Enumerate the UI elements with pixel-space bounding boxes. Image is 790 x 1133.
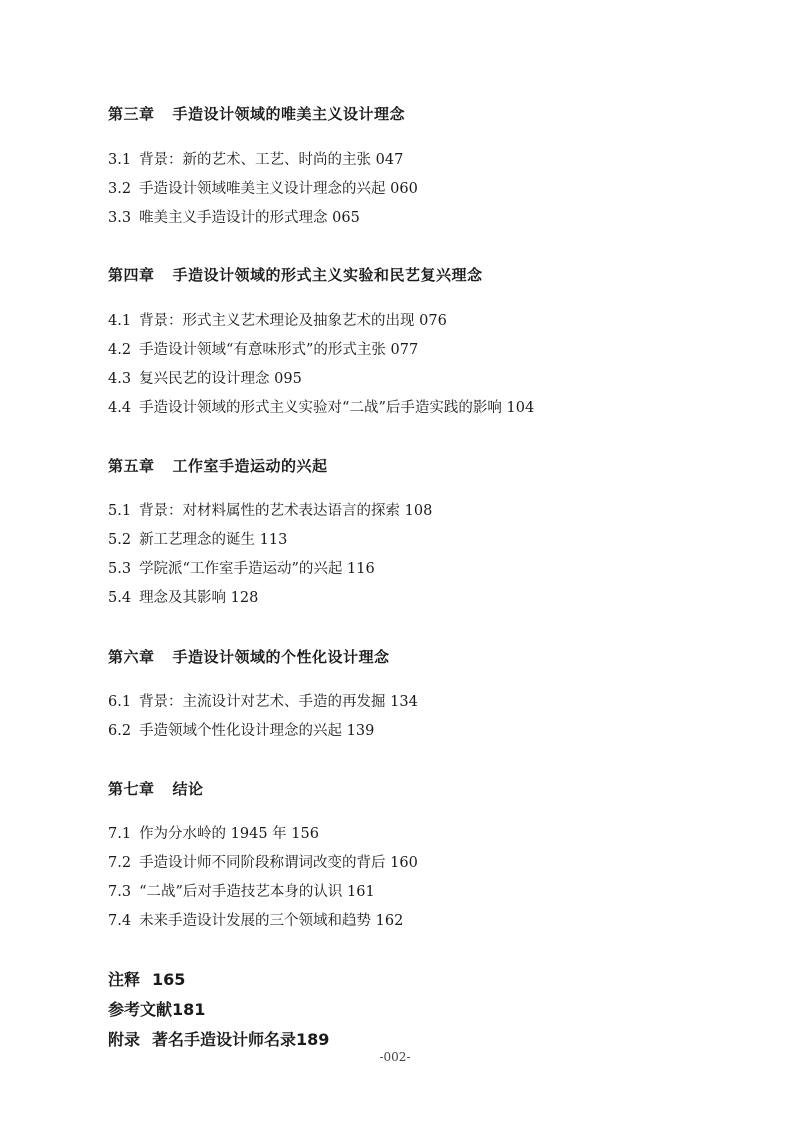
section-number: 5.4: [108, 590, 132, 606]
back-matter-label: 参考文献: [108, 1000, 173, 1019]
section-number: 4.2: [108, 342, 132, 358]
section-number: 6.2: [108, 723, 132, 739]
chapter-title: 结论: [172, 780, 204, 798]
toc-entry-6-2: [108, 719, 374, 740]
back-matter-label: 注释: [108, 970, 141, 989]
back-matter-title: 著名手造设计师名录: [152, 1030, 297, 1049]
section-title: 复兴民艺的设计理念 095: [139, 371, 302, 387]
toc-entry-5-4: [108, 586, 258, 607]
toc-entry-4-3: [108, 367, 302, 388]
page-number: -002-: [379, 1050, 411, 1064]
chapter-number: 第四章: [108, 266, 155, 284]
back-matter-page: 181: [172, 1000, 206, 1019]
chapter-4-heading: [108, 264, 483, 285]
section-number: 4.3: [108, 371, 132, 387]
toc-entry-5-2: [108, 528, 287, 549]
chapter-6-heading: [108, 646, 390, 667]
section-title: 未来手造设计发展的三个领域和趋势 162: [139, 913, 404, 929]
section-title: 手造领域个性化设计理念的兴起 139: [139, 723, 375, 739]
section-title: 手造设计领域的形式主义实验对“二战”后手造实践的影响 104: [139, 400, 535, 416]
toc-entry-3-1: [108, 148, 403, 169]
back-matter-references: [108, 997, 205, 1020]
back-matter-appendix: [108, 1027, 329, 1050]
toc-entry-5-1: [108, 499, 432, 520]
toc-entry-7-4: [108, 909, 403, 930]
section-title: 学院派“工作室手造运动”的兴起 116: [139, 561, 375, 577]
toc-entry-7-3: [108, 880, 375, 901]
toc-entry-5-3: [108, 557, 375, 578]
chapter-3-heading: [108, 103, 405, 124]
section-title: 背景：主流设计对艺术、手造的再发掘 134: [139, 694, 418, 710]
section-number: 4.4: [108, 400, 132, 416]
section-number: 3.2: [108, 181, 132, 197]
section-title: 理念及其影响 128: [139, 590, 259, 606]
chapter-number: 第三章: [108, 105, 155, 123]
toc-entry-7-2: [108, 851, 418, 872]
section-number: 7.2: [108, 855, 132, 871]
toc-entry-3-3: [108, 206, 360, 227]
chapter-number: 第五章: [108, 457, 155, 475]
section-number: 4.1: [108, 313, 132, 329]
section-number: 7.3: [108, 884, 132, 900]
section-title: “二战”后对手造技艺本身的认识 161: [139, 884, 375, 900]
back-matter-notes: [108, 967, 185, 990]
section-number: 5.2: [108, 532, 132, 548]
section-title: 手造设计领域“有意味形式”的形式主张 077: [139, 342, 419, 358]
chapter-title: 手造设计领域的个性化设计理念: [172, 648, 390, 666]
toc-entry-4-4: [108, 396, 534, 417]
section-title: 背景：对材料属性的艺术表达语言的探索 108: [139, 503, 433, 519]
toc-entry-4-2: [108, 338, 418, 359]
chapter-number: 第六章: [108, 648, 155, 666]
section-number: 3.1: [108, 152, 132, 168]
section-number: 5.1: [108, 503, 132, 519]
section-title: 背景：新的艺术、工艺、时尚的主张 047: [139, 152, 404, 168]
section-title: 新工艺理念的诞生 113: [139, 532, 288, 548]
chapter-title: 工作室手造运动的兴起: [172, 457, 328, 475]
section-number: 3.3: [108, 210, 132, 226]
back-matter-page: 165: [152, 970, 186, 989]
toc-entry-4-1: [108, 309, 447, 330]
chapter-title: 手造设计领域的唯美主义设计理念: [172, 105, 406, 123]
back-matter-label: 附录: [108, 1030, 141, 1049]
chapter-7-heading: [108, 778, 204, 799]
section-number: 6.1: [108, 694, 132, 710]
toc-entry-6-1: [108, 690, 418, 711]
toc-entry-3-2: [108, 177, 418, 198]
chapter-title: 手造设计领域的形式主义实验和民艺复兴理念: [172, 266, 483, 284]
chapter-5-heading: [108, 455, 328, 476]
section-title: 手造设计领域唯美主义设计理念的兴起 060: [139, 181, 418, 197]
section-number: 5.3: [108, 561, 132, 577]
section-title: 手造设计师不同阶段称谓词改变的背后 160: [139, 855, 418, 871]
chapter-number: 第七章: [108, 780, 155, 798]
section-title: 作为分水岭的 1945 年 156: [139, 826, 319, 842]
section-title: 唯美主义手造设计的形式理念 065: [139, 210, 360, 226]
section-number: 7.1: [108, 826, 132, 842]
section-title: 背景：形式主义艺术理论及抽象艺术的出现 076: [139, 313, 447, 329]
toc-entry-7-1: [108, 822, 319, 843]
section-number: 7.4: [108, 913, 132, 929]
back-matter-page: 189: [296, 1030, 330, 1049]
